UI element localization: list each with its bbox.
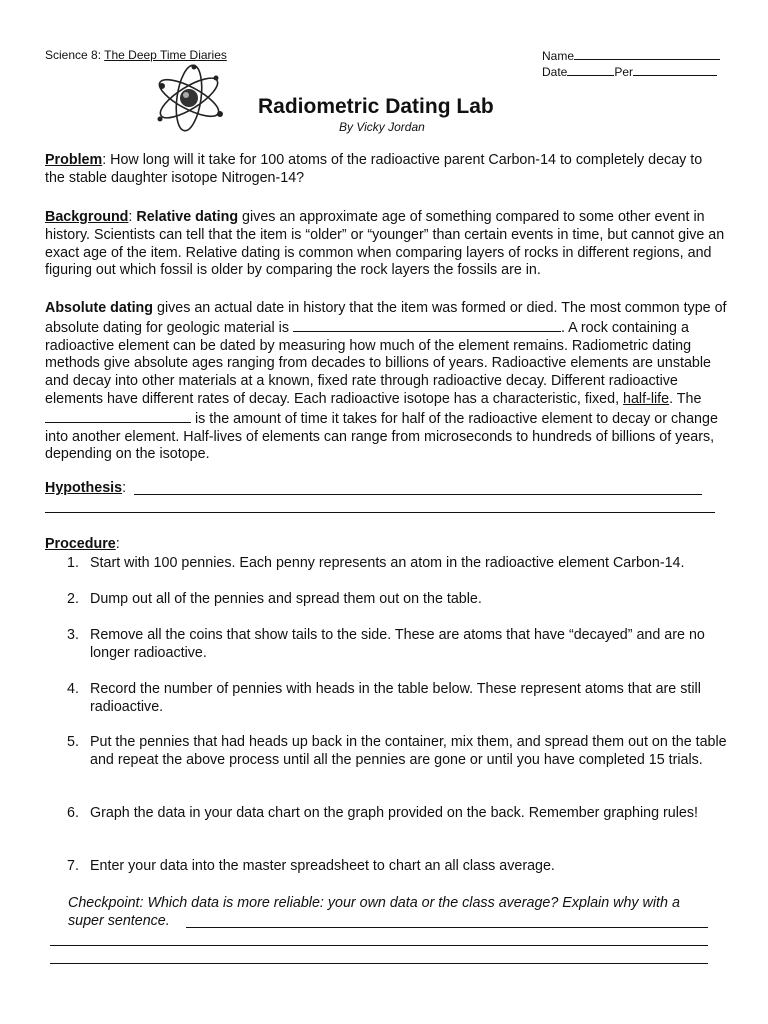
half-life-term: half-life	[623, 390, 670, 407]
procedure-label: Procedure	[45, 536, 116, 552]
name-label: Name	[542, 49, 575, 63]
hypothesis-label: Hypothesis	[45, 480, 123, 496]
relative-dating-term: Relative dating	[136, 209, 239, 225]
problem-label: Problem	[45, 152, 103, 168]
background-label: Background	[45, 209, 129, 225]
step-text: Put the pennies that had heads up back in the container, mix them, and spread them out on the table and repeat the above process until all the pennies are gone or until you have completed 15 trials.	[90, 734, 727, 768]
step-number: 6.	[67, 805, 79, 821]
checkpoint-answer-line-2[interactable]	[50, 945, 708, 946]
name-blank[interactable]	[574, 48, 720, 60]
procedure-heading	[45, 536, 120, 554]
course-prefix: Science 8:	[45, 48, 105, 62]
step-number: 5.	[67, 734, 79, 750]
step-text: Record the number of pennies with heads in the table below. These represent atoms that are still radioactive.	[90, 681, 701, 715]
background-section	[45, 209, 725, 280]
step-number: 1.	[67, 555, 79, 571]
step-number: 4.	[67, 681, 79, 697]
name-field[interactable]	[542, 48, 720, 63]
step-text: Enter your data into the master spreadsheet to chart an all class average.	[90, 858, 555, 874]
absolute-text-2: . A rock containing a radioactive element can be dated by measuring how much of the element remains. Radiometric dating methods give absolute ages ranging from decades to billions of years. Radioactive elements are unstable and decay into other materials at a known, fixed rate through radioactive decay. Different radioactive elements have different rates of decay. Each radioactive isotope has a characteristic, fixed,	[45, 319, 711, 407]
hypothesis-line-2[interactable]	[45, 512, 715, 513]
absolute-text-1: gives an actual date in history that the item was formed or died. The most common type of absolute dating for geologic material is	[45, 300, 727, 336]
hypothesis-section	[45, 480, 126, 498]
problem-section	[45, 152, 725, 188]
unit-name: The Deep Time Diaries	[104, 48, 227, 62]
date-per-field[interactable]	[542, 64, 717, 79]
dating-type-blank[interactable]	[293, 318, 561, 332]
background-sep: :	[128, 209, 137, 225]
date-label: Date	[542, 65, 568, 79]
checkpoint-answer-line-1[interactable]	[186, 927, 708, 928]
per-label: Per	[614, 65, 634, 79]
page-title: Radiometric Dating Lab	[258, 95, 494, 118]
date-blank[interactable]	[567, 64, 614, 76]
atom-icon	[150, 64, 236, 138]
background-text: gives an approximate age of something compared to some other event in history. Scientists can tell that the item is “older” or “younger” than certain events in time, but cannot give an exact age of the item. Relative dating is common when comparing layers of rocks in different regions, and figuring out which fossil is older by comparing the rock layers the fossils are in.	[45, 209, 725, 279]
checkpoint-line-1: Checkpoint: Which data is more reliable: your own data or the class average? Explain why with a	[68, 895, 680, 911]
checkpoint-line-2: super sentence.	[68, 913, 170, 929]
hypothesis-sep: :	[122, 480, 127, 496]
byline: By Vicky Jordan	[339, 120, 425, 134]
step-number: 2.	[67, 591, 79, 607]
step-text: Remove all the coins that show tails to the side. These are atoms that have “decayed” and are no longer radioactive.	[90, 627, 705, 661]
step-text: Graph the data in your data chart on the graph provided on the back. Remember graphing rules!	[90, 805, 698, 821]
step-text: Dump out all of the pennies and spread them out on the table.	[90, 591, 482, 607]
course-header	[45, 48, 227, 62]
per-blank[interactable]	[633, 64, 717, 76]
hypothesis-line-1[interactable]	[134, 494, 702, 495]
half-life-blank[interactable]	[45, 409, 191, 423]
absolute-text-3: . The	[669, 390, 702, 407]
absolute-dating-term: Absolute dating	[45, 300, 154, 316]
step-number: 7.	[67, 858, 79, 874]
procedure-sep: :	[115, 536, 120, 552]
problem-text: : How long will it take for 100 atoms of the radioactive parent Carbon-14 to completely decay to the stable daughter isotope Nitrogen-14?	[45, 152, 703, 186]
step-number: 3.	[67, 627, 79, 643]
absolute-text-4: is the amount of time it takes for half of the radioactive element to decay or change into another element. Half-lives of elements can range from microseconds to hundreds of billions of years, depending on the isotope.	[45, 410, 718, 463]
step-text: Start with 100 pennies. Each penny represents an atom in the radioactive element Carbon-14.	[90, 555, 685, 571]
checkpoint-answer-line-3[interactable]	[50, 963, 708, 964]
absolute-dating-section	[45, 300, 727, 464]
